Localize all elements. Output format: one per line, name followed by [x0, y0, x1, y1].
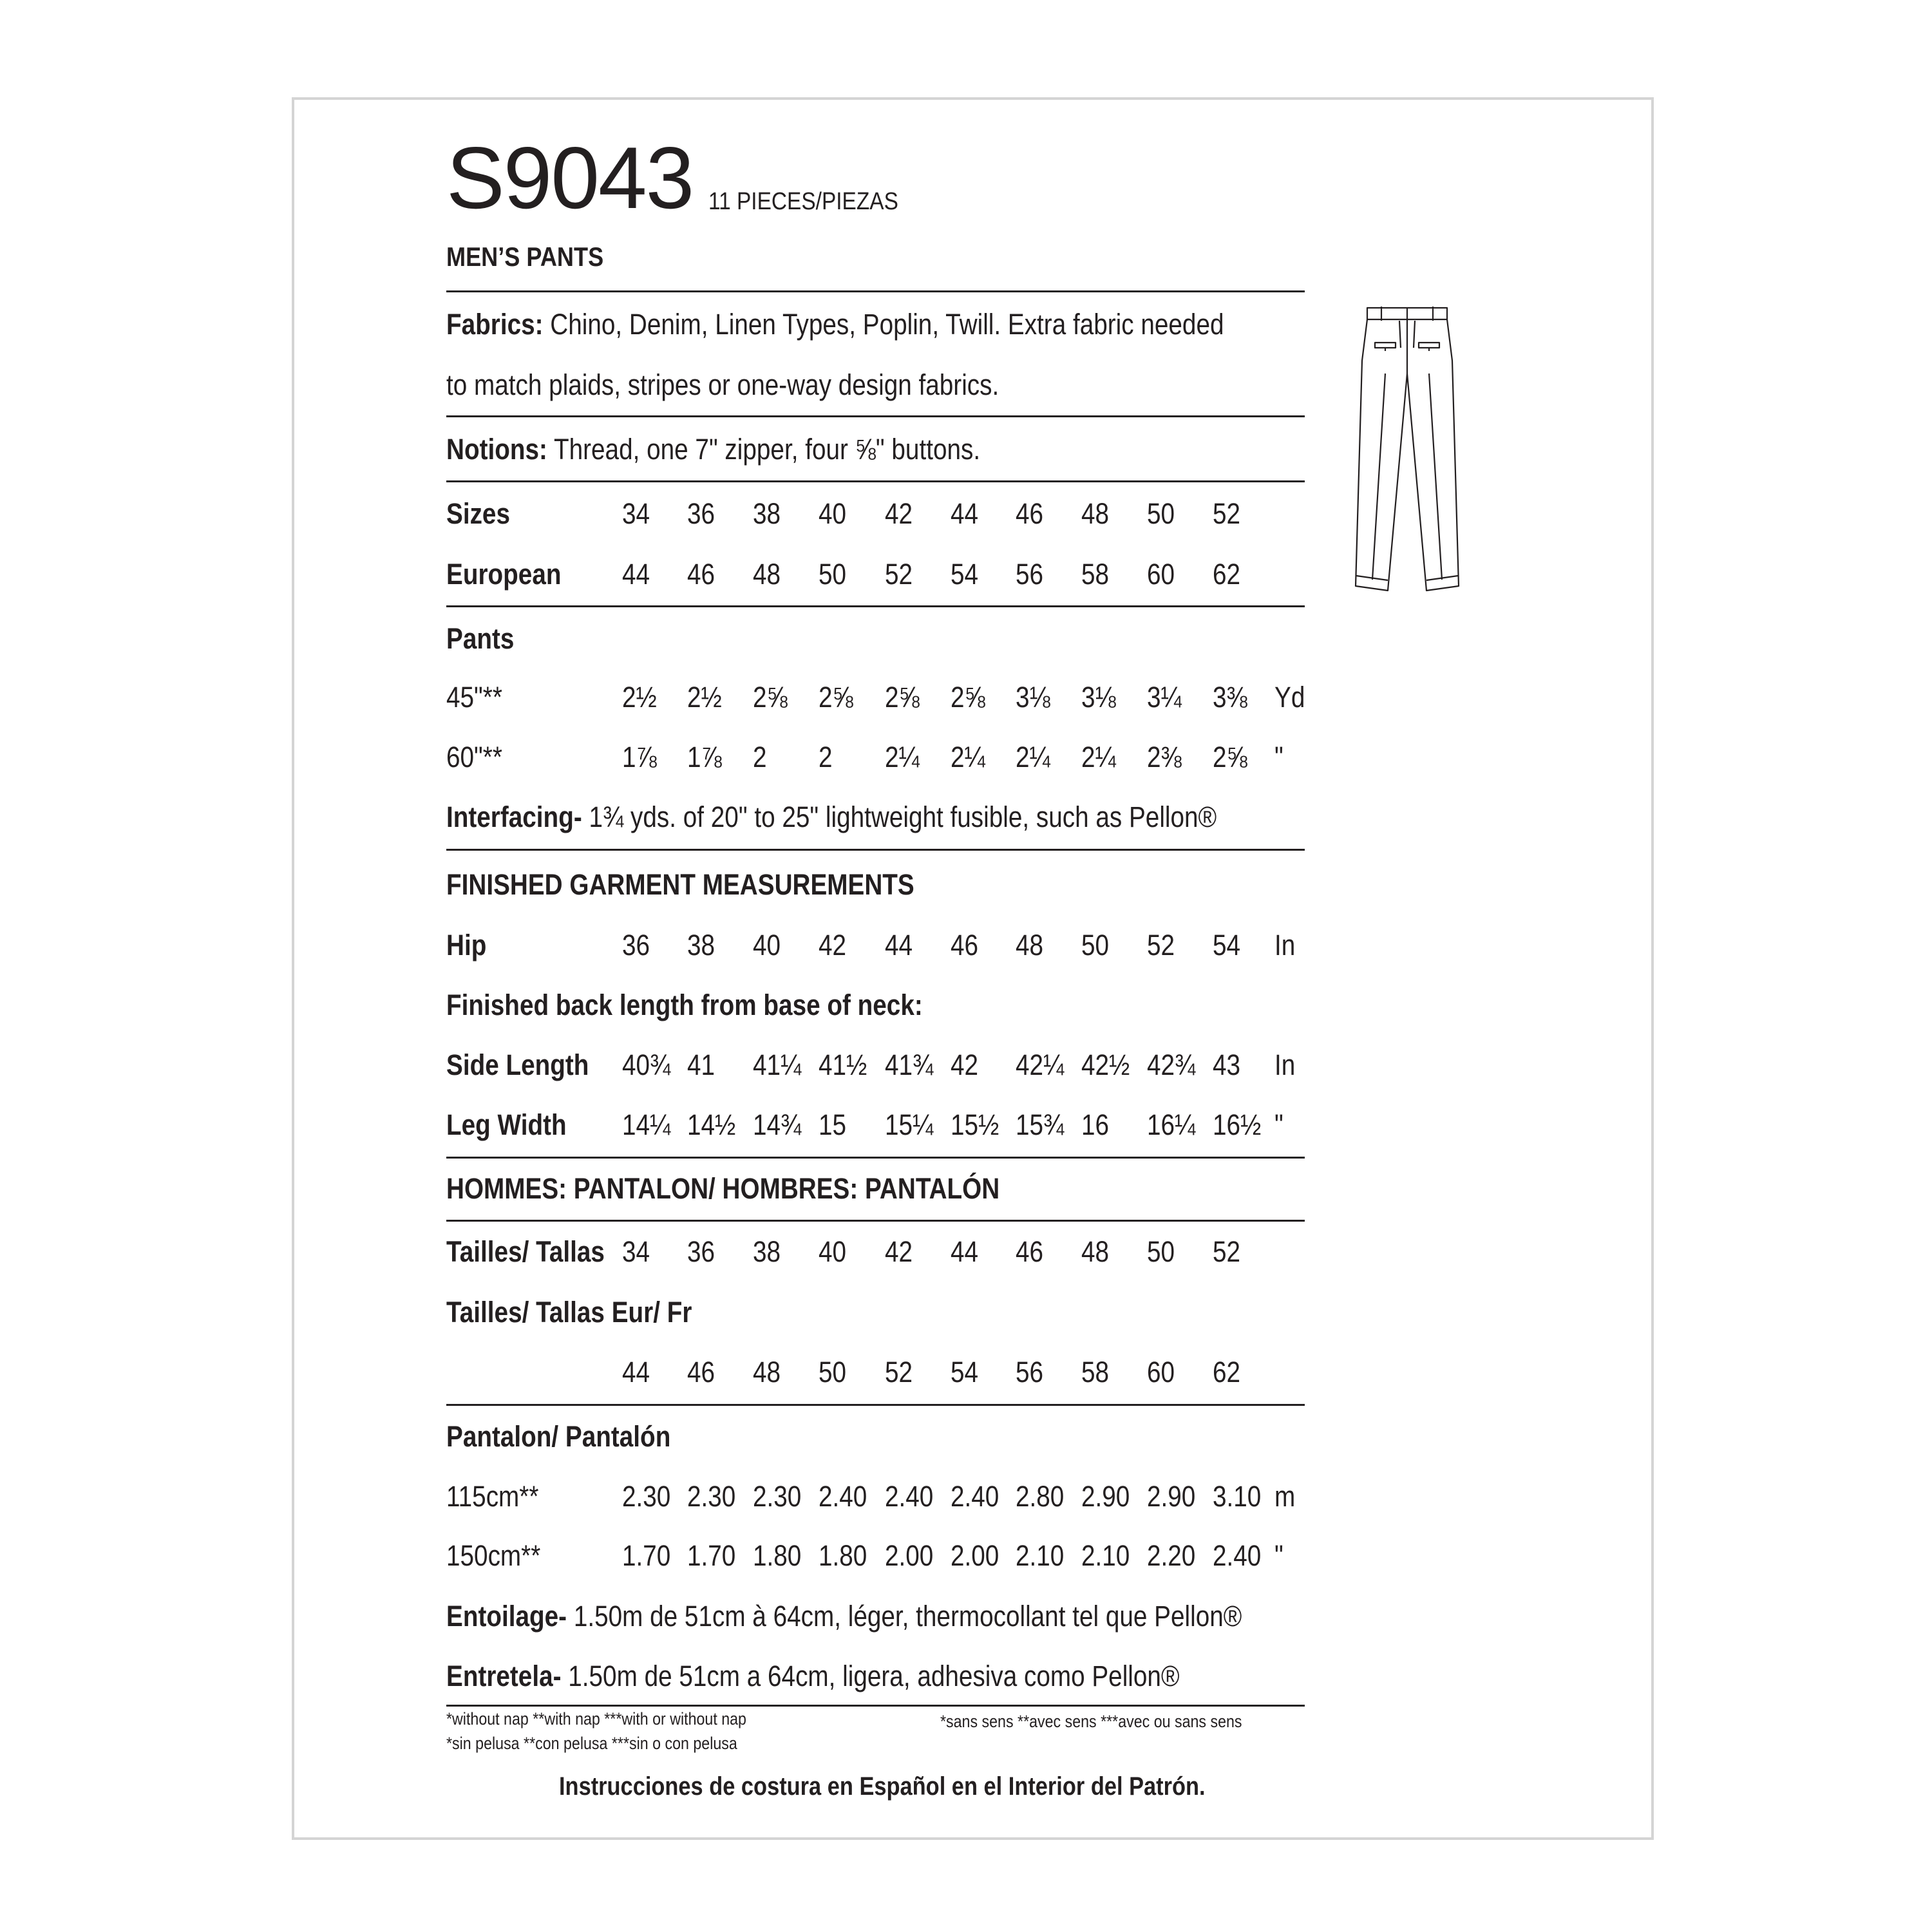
table-cell: 2⅜: [1147, 741, 1182, 773]
table-cell: 16½: [1213, 1108, 1262, 1141]
table-cell: 2⅝: [753, 681, 788, 714]
table-cell: 16: [1081, 1108, 1110, 1141]
pants-illustration: [1343, 303, 1472, 599]
row-label: Tailles/ Tallas: [446, 1235, 605, 1268]
table-cell: 54: [1213, 929, 1241, 961]
table-cell: 16¼: [1147, 1108, 1196, 1141]
table-cell: 48: [753, 1356, 781, 1388]
unit-label: ": [1274, 741, 1283, 773]
table-cell: 2⅝: [1213, 741, 1247, 773]
unit-label: In: [1274, 929, 1296, 961]
row-label: Side Length: [446, 1048, 589, 1081]
table-cell: 36: [622, 929, 650, 961]
table-cell: 15: [819, 1108, 847, 1141]
table-cell: 52: [885, 558, 913, 591]
table-cell: 46: [1016, 1235, 1044, 1268]
table-cell: 50: [1147, 1235, 1175, 1268]
table-cell: 36: [687, 497, 715, 530]
table-cell: 50: [1147, 497, 1175, 530]
page-title: MEN’S PANTS: [446, 242, 604, 272]
unit-label: Yd: [1274, 681, 1305, 714]
footnote-fr: *sans sens **avec sens ***avec ou sans sens: [940, 1712, 1242, 1731]
divider: [446, 849, 1305, 851]
row-label: 60"**: [446, 741, 502, 773]
divider: [446, 1220, 1305, 1222]
table-cell: 38: [753, 1235, 781, 1268]
table-cell: 2.30: [753, 1480, 802, 1513]
table-cell: 36: [687, 1235, 715, 1268]
row-label: Hip: [446, 929, 487, 961]
table-cell: 48: [1081, 1235, 1110, 1268]
table-cell: 62: [1213, 1356, 1241, 1388]
table-cell: 46: [951, 929, 979, 961]
fabrics-line-1: Fabrics: Chino, Denim, Linen Types, Poplin, Twill. Extra fabric needed: [446, 308, 1224, 341]
table-cell: 44: [622, 558, 650, 591]
european-sizes-row: [446, 558, 1305, 594]
table-cell: 52: [1213, 1235, 1241, 1268]
table-cell: 3¼: [1147, 681, 1182, 714]
table-cell: 2⅝: [885, 681, 920, 714]
tailles-row: [446, 1235, 1305, 1271]
table-cell: 14½: [687, 1108, 736, 1141]
table-cell: 62: [1213, 558, 1241, 591]
table-cell: 52: [885, 1356, 913, 1388]
table-cell: 42: [885, 1235, 913, 1268]
table-cell: 60: [1147, 558, 1175, 591]
divider: [446, 1404, 1305, 1406]
notions-line: Notions: Thread, one 7" zipper, four ⅝" buttons.: [446, 433, 981, 466]
table-cell: 34: [622, 1235, 650, 1268]
table-cell: 48: [753, 558, 781, 591]
table-cell: 54: [951, 558, 979, 591]
table-cell: 2¼: [951, 741, 985, 773]
divider: [446, 605, 1305, 607]
back-length-label: Finished back length from base of neck:: [446, 989, 923, 1021]
table-cell: 40¾: [622, 1048, 671, 1081]
table-cell: 44: [622, 1356, 650, 1388]
fr-es-heading: HOMMES: PANTALON/ HOMBRES: PANTALÓN: [446, 1172, 1000, 1205]
table-cell: 50: [819, 558, 847, 591]
table-cell: 2.40: [951, 1480, 999, 1513]
table-cell: 52: [1213, 497, 1241, 530]
finished-heading: FINISHED GARMENT MEASUREMENTS: [446, 868, 914, 901]
table-cell: 42¼: [1016, 1048, 1065, 1081]
table-cell: 1⅞: [622, 741, 657, 773]
table-cell: 44: [885, 929, 913, 961]
table-cell: 50: [819, 1356, 847, 1388]
table-cell: 48: [1081, 497, 1110, 530]
table-cell: 50: [1081, 929, 1110, 961]
table-cell: 2.90: [1081, 1480, 1130, 1513]
closing-note: Instrucciones de costura en Español en el Interior del Patrón.: [559, 1772, 1206, 1801]
unit-label: ": [1274, 1539, 1283, 1572]
unit-label: ": [1274, 1108, 1283, 1141]
table-cell: 38: [687, 929, 715, 961]
entoilage-line: Entoilage- 1.50m de 51cm à 64cm, léger, thermocollant tel que Pellon®: [446, 1600, 1242, 1633]
table-cell: 14¼: [622, 1108, 671, 1141]
table-cell: 60: [1147, 1356, 1175, 1388]
table-cell: 2.30: [687, 1480, 736, 1513]
pattern-number: S9043: [446, 129, 694, 227]
hip-row: [446, 929, 1305, 965]
fabrics-line-2: to match plaids, stripes or one-way design fabrics.: [446, 368, 999, 401]
yardage-row-60: [446, 741, 1305, 777]
table-cell: 15¼: [885, 1108, 934, 1141]
table-cell: 2½: [687, 681, 722, 714]
table-cell: 43: [1213, 1048, 1241, 1081]
table-cell: 2.10: [1081, 1539, 1130, 1572]
table-cell: 2.30: [622, 1480, 671, 1513]
table-cell: 2¼: [1081, 741, 1116, 773]
table-cell: 2: [753, 741, 767, 773]
table-cell: 2¼: [885, 741, 920, 773]
table-cell: 58: [1081, 1356, 1110, 1388]
table-cell: 1.70: [687, 1539, 736, 1572]
table-cell: 40: [819, 497, 847, 530]
unit-label: In: [1274, 1048, 1296, 1081]
table-cell: 54: [951, 1356, 979, 1388]
table-cell: 46: [687, 1356, 715, 1388]
table-cell: 2⅝: [819, 681, 853, 714]
yardage-row-45: [446, 681, 1305, 717]
table-cell: 2.40: [885, 1480, 934, 1513]
table-cell: 48: [1016, 929, 1044, 961]
table-cell: 2: [819, 741, 833, 773]
table-cell: 42¾: [1147, 1048, 1196, 1081]
divider: [446, 480, 1305, 482]
row-label: Leg Width: [446, 1108, 567, 1141]
table-cell: 3⅜: [1213, 681, 1247, 714]
row-label: European: [446, 558, 562, 591]
table-cell: 56: [1016, 558, 1044, 591]
table-cell: 46: [687, 558, 715, 591]
table-cell: 2.40: [1213, 1539, 1262, 1572]
table-cell: 34: [622, 497, 650, 530]
table-cell: 42: [885, 497, 913, 530]
table-cell: 2.20: [1147, 1539, 1196, 1572]
table-cell: 56: [1016, 1356, 1044, 1388]
table-cell: 52: [1147, 929, 1175, 961]
table-cell: 41¼: [753, 1048, 802, 1081]
row-label: 150cm**: [446, 1539, 541, 1572]
footnote-es: *sin pelusa **con pelusa ***sin o con pelusa: [446, 1734, 737, 1753]
table-cell: 2.90: [1147, 1480, 1196, 1513]
table-cell: 3⅛: [1016, 681, 1050, 714]
sizes-row: [446, 497, 1305, 533]
table-cell: 44: [951, 497, 979, 530]
table-cell: 2.00: [951, 1539, 999, 1572]
eur-sizes-row: [446, 1356, 1305, 1392]
metric-row-150: [446, 1539, 1305, 1575]
table-cell: 1.80: [753, 1539, 802, 1572]
table-cell: 1⅞: [687, 741, 722, 773]
table-cell: 40: [819, 1235, 847, 1268]
entretela-line: Entretela- 1.50m de 51cm a 64cm, ligera, adhesiva como Pellon®: [446, 1660, 1180, 1692]
divider: [446, 1705, 1305, 1707]
table-cell: 2.40: [819, 1480, 867, 1513]
eur-sizes-label: Tailles/ Tallas Eur/ Fr: [446, 1296, 692, 1329]
table-cell: 58: [1081, 558, 1110, 591]
divider: [446, 290, 1305, 292]
table-cell: 2¼: [1016, 741, 1050, 773]
pants-heading: Pants: [446, 622, 515, 655]
divider: [446, 415, 1305, 417]
table-cell: 42½: [1081, 1048, 1130, 1081]
table-cell: 14¾: [753, 1108, 802, 1141]
table-cell: 2½: [622, 681, 657, 714]
table-cell: 2.00: [885, 1539, 934, 1572]
table-cell: 40: [753, 929, 781, 961]
table-cell: 1.80: [819, 1539, 867, 1572]
table-cell: 41¾: [885, 1048, 934, 1081]
table-cell: 2.10: [1016, 1539, 1065, 1572]
divider: [446, 1157, 1305, 1159]
table-cell: 41: [687, 1048, 715, 1081]
interfacing-line: Interfacing- 1¾ yds. of 20" to 25" lightweight fusible, such as Pellon®: [446, 800, 1217, 833]
table-cell: 2⅝: [951, 681, 985, 714]
metric-row-115: [446, 1480, 1305, 1516]
table-cell: 38: [753, 497, 781, 530]
side-length-row: [446, 1048, 1305, 1084]
table-cell: 15¾: [1016, 1108, 1065, 1141]
table-cell: 42: [819, 929, 847, 961]
table-cell: 41½: [819, 1048, 867, 1081]
table-cell: 2.80: [1016, 1480, 1065, 1513]
leg-width-row: [446, 1108, 1305, 1144]
row-label: 45"**: [446, 681, 502, 714]
unit-label: m: [1274, 1480, 1296, 1513]
table-cell: 46: [1016, 497, 1044, 530]
pieces-count: 11 PIECES/PIEZAS: [708, 188, 898, 215]
pantalon-heading: Pantalon/ Pantalón: [446, 1420, 671, 1453]
table-cell: 3.10: [1213, 1480, 1262, 1513]
table-cell: 3⅛: [1081, 681, 1116, 714]
table-cell: 1.70: [622, 1539, 671, 1572]
row-label: Sizes: [446, 497, 510, 530]
table-cell: 42: [951, 1048, 979, 1081]
table-cell: 15½: [951, 1108, 999, 1141]
table-cell: 44: [951, 1235, 979, 1268]
footnote-en: *without nap **with nap ***with or without nap: [446, 1709, 746, 1728]
row-label: 115cm**: [446, 1480, 539, 1513]
